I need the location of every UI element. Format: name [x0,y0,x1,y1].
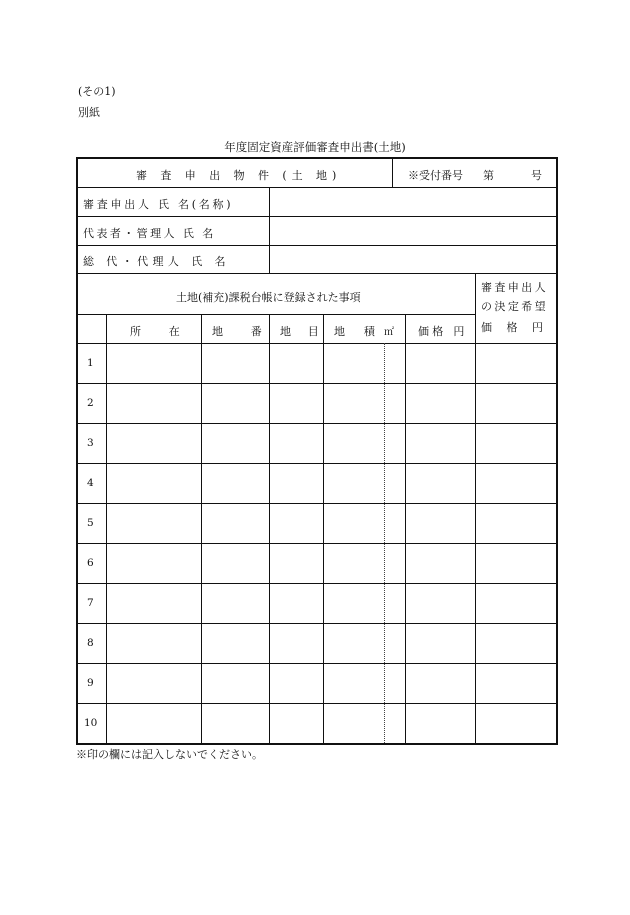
row-divider [78,543,556,544]
receipt-label: ※受付番号 [408,169,463,182]
applicant-label: 審査申出人 氏 名(名称) [83,198,234,211]
col-lot-number: 地 番 [212,325,274,338]
row-divider [78,463,556,464]
row-number: 8 [87,637,94,649]
col-divider [269,314,270,743]
row-divider [78,273,556,274]
col-price: 価格 円 [418,325,468,338]
receipt-go: 号 [531,169,542,182]
row-number: 6 [87,557,94,569]
row-number: 9 [87,677,94,689]
col-location: 所 在 [130,325,192,338]
col-divider [106,314,107,743]
receipt-dai: 第 [483,169,494,182]
col-divider [475,273,476,743]
application-form-table [76,157,558,745]
col-divider [201,314,202,743]
attachment-label: 別紙 [78,106,100,119]
row-number: 1 [87,357,94,369]
manager-label: 代表者・管理人 氏 名 [83,227,216,240]
row-number: 3 [87,437,94,449]
property-label: 審 査 申 出 物 件 (土 地) [136,169,342,182]
form-title: 年度固定資産評価審査申出書(土地) [224,140,406,154]
part-label: (その1) [78,85,116,98]
col-divider [392,159,393,187]
agent-label: 総 代・代理人 氏 名 [83,255,230,268]
row-divider [78,216,556,217]
registered-label: 土地(補充)課税台帳に登録された事項 [176,291,361,304]
row-divider [78,663,556,664]
col-area: 地 積 [334,325,383,338]
desired-price-label-2: の決定希望 [481,300,549,313]
row-divider [78,187,556,188]
col-divider [269,187,270,273]
row-divider [78,703,556,704]
row-divider [78,423,556,424]
row-divider [78,583,556,584]
row-divider [78,623,556,624]
row-number: 2 [87,397,94,409]
footnote: ※印の欄には記入しないでください。 [76,748,263,761]
area-decimal-divider [384,343,385,743]
row-divider [78,383,556,384]
row-divider [78,314,475,315]
row-divider [78,343,556,344]
col-divider [405,314,406,743]
row-number: 7 [87,597,94,609]
col-divider [323,314,324,743]
desired-price-label-1: 審査申出人 [481,281,549,294]
col-land-category: 地 目 [280,325,326,338]
row-number: 4 [87,477,94,489]
row-divider [78,503,556,504]
row-number: 10 [84,717,98,729]
col-area-unit: ㎡ [384,327,394,338]
desired-price-label-3: 価 格 円 [481,321,549,334]
row-number: 5 [87,517,94,529]
row-divider [78,245,556,246]
